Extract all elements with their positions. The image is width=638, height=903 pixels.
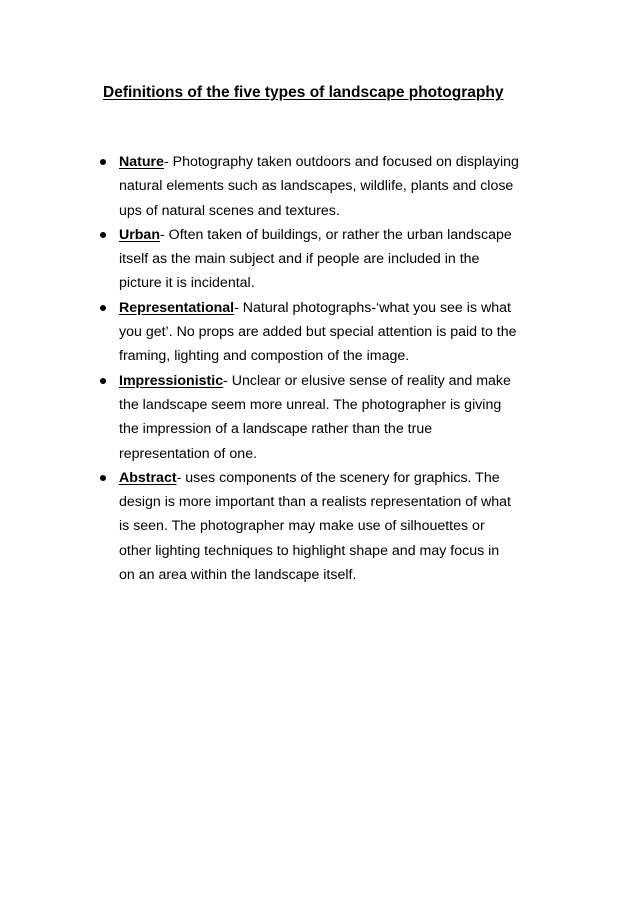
item-first-line — [119, 369, 576, 393]
term-label: Urban — [119, 226, 160, 243]
bullet-icon — [100, 159, 106, 165]
definition-text: - uses components of the scenery for graphics. The — [176, 469, 500, 486]
term-label: Nature — [119, 154, 164, 170]
definition-line: the landscape seem more unreal. The photographer is giving — [119, 396, 502, 413]
item-first-line — [119, 223, 576, 247]
definition-text: - Natural photographs-‘what you see is what — [234, 299, 511, 316]
bullet-icon — [100, 475, 106, 481]
list-item-urban — [96, 223, 576, 296]
definition-line: ups of natural scenes and textures. — [119, 202, 340, 219]
definition-text: - Unclear or elusive sense of reality and make — [223, 372, 511, 389]
definition-line: you get’. No props are added but special attention is paid to the — [119, 324, 517, 341]
definition-line: is seen. The photographer may make use of silhouettes or — [119, 518, 485, 535]
item-first-line — [119, 150, 576, 174]
bullet-icon — [100, 232, 106, 238]
list-item-representational — [96, 296, 576, 369]
definition-line: design is more important than a realists representation of what — [119, 494, 511, 511]
definition-line: representation of one. — [119, 445, 258, 462]
definition-line: itself as the main subject and if people are included in the — [119, 251, 480, 268]
item-first-line — [119, 466, 576, 490]
list-item-nature — [96, 150, 576, 223]
document-title: Definitions of the five types of landscape photography — [103, 84, 504, 101]
definition-line: other lighting techniques to highlight shape and may focus in — [119, 542, 500, 559]
definition-text: - Often taken of buildings, or rather the urban landscape — [160, 226, 512, 243]
term-label: Abstract — [119, 469, 177, 486]
item-first-line — [119, 296, 576, 320]
definition-line: picture it is incidental. — [119, 275, 255, 292]
definition-line: framing, lighting and compostion of the image. — [119, 348, 410, 365]
definition-line: natural elements such as landscapes, wildlife, plants and close — [119, 178, 514, 195]
term-label: Representational — [119, 299, 235, 316]
bullet-icon — [100, 305, 106, 311]
definitions-list — [96, 150, 576, 587]
bullet-icon — [100, 378, 106, 384]
term-label: Impressionistic — [119, 372, 224, 389]
definition-text: - Photography taken outdoors and focused on displaying — [163, 154, 519, 170]
list-item-impressionistic — [96, 369, 576, 466]
definition-line: on an area within the landscape itself. — [119, 567, 357, 584]
definition-line: the impression of a landscape rather than the true — [119, 421, 433, 438]
list-item-abstract — [96, 466, 576, 587]
